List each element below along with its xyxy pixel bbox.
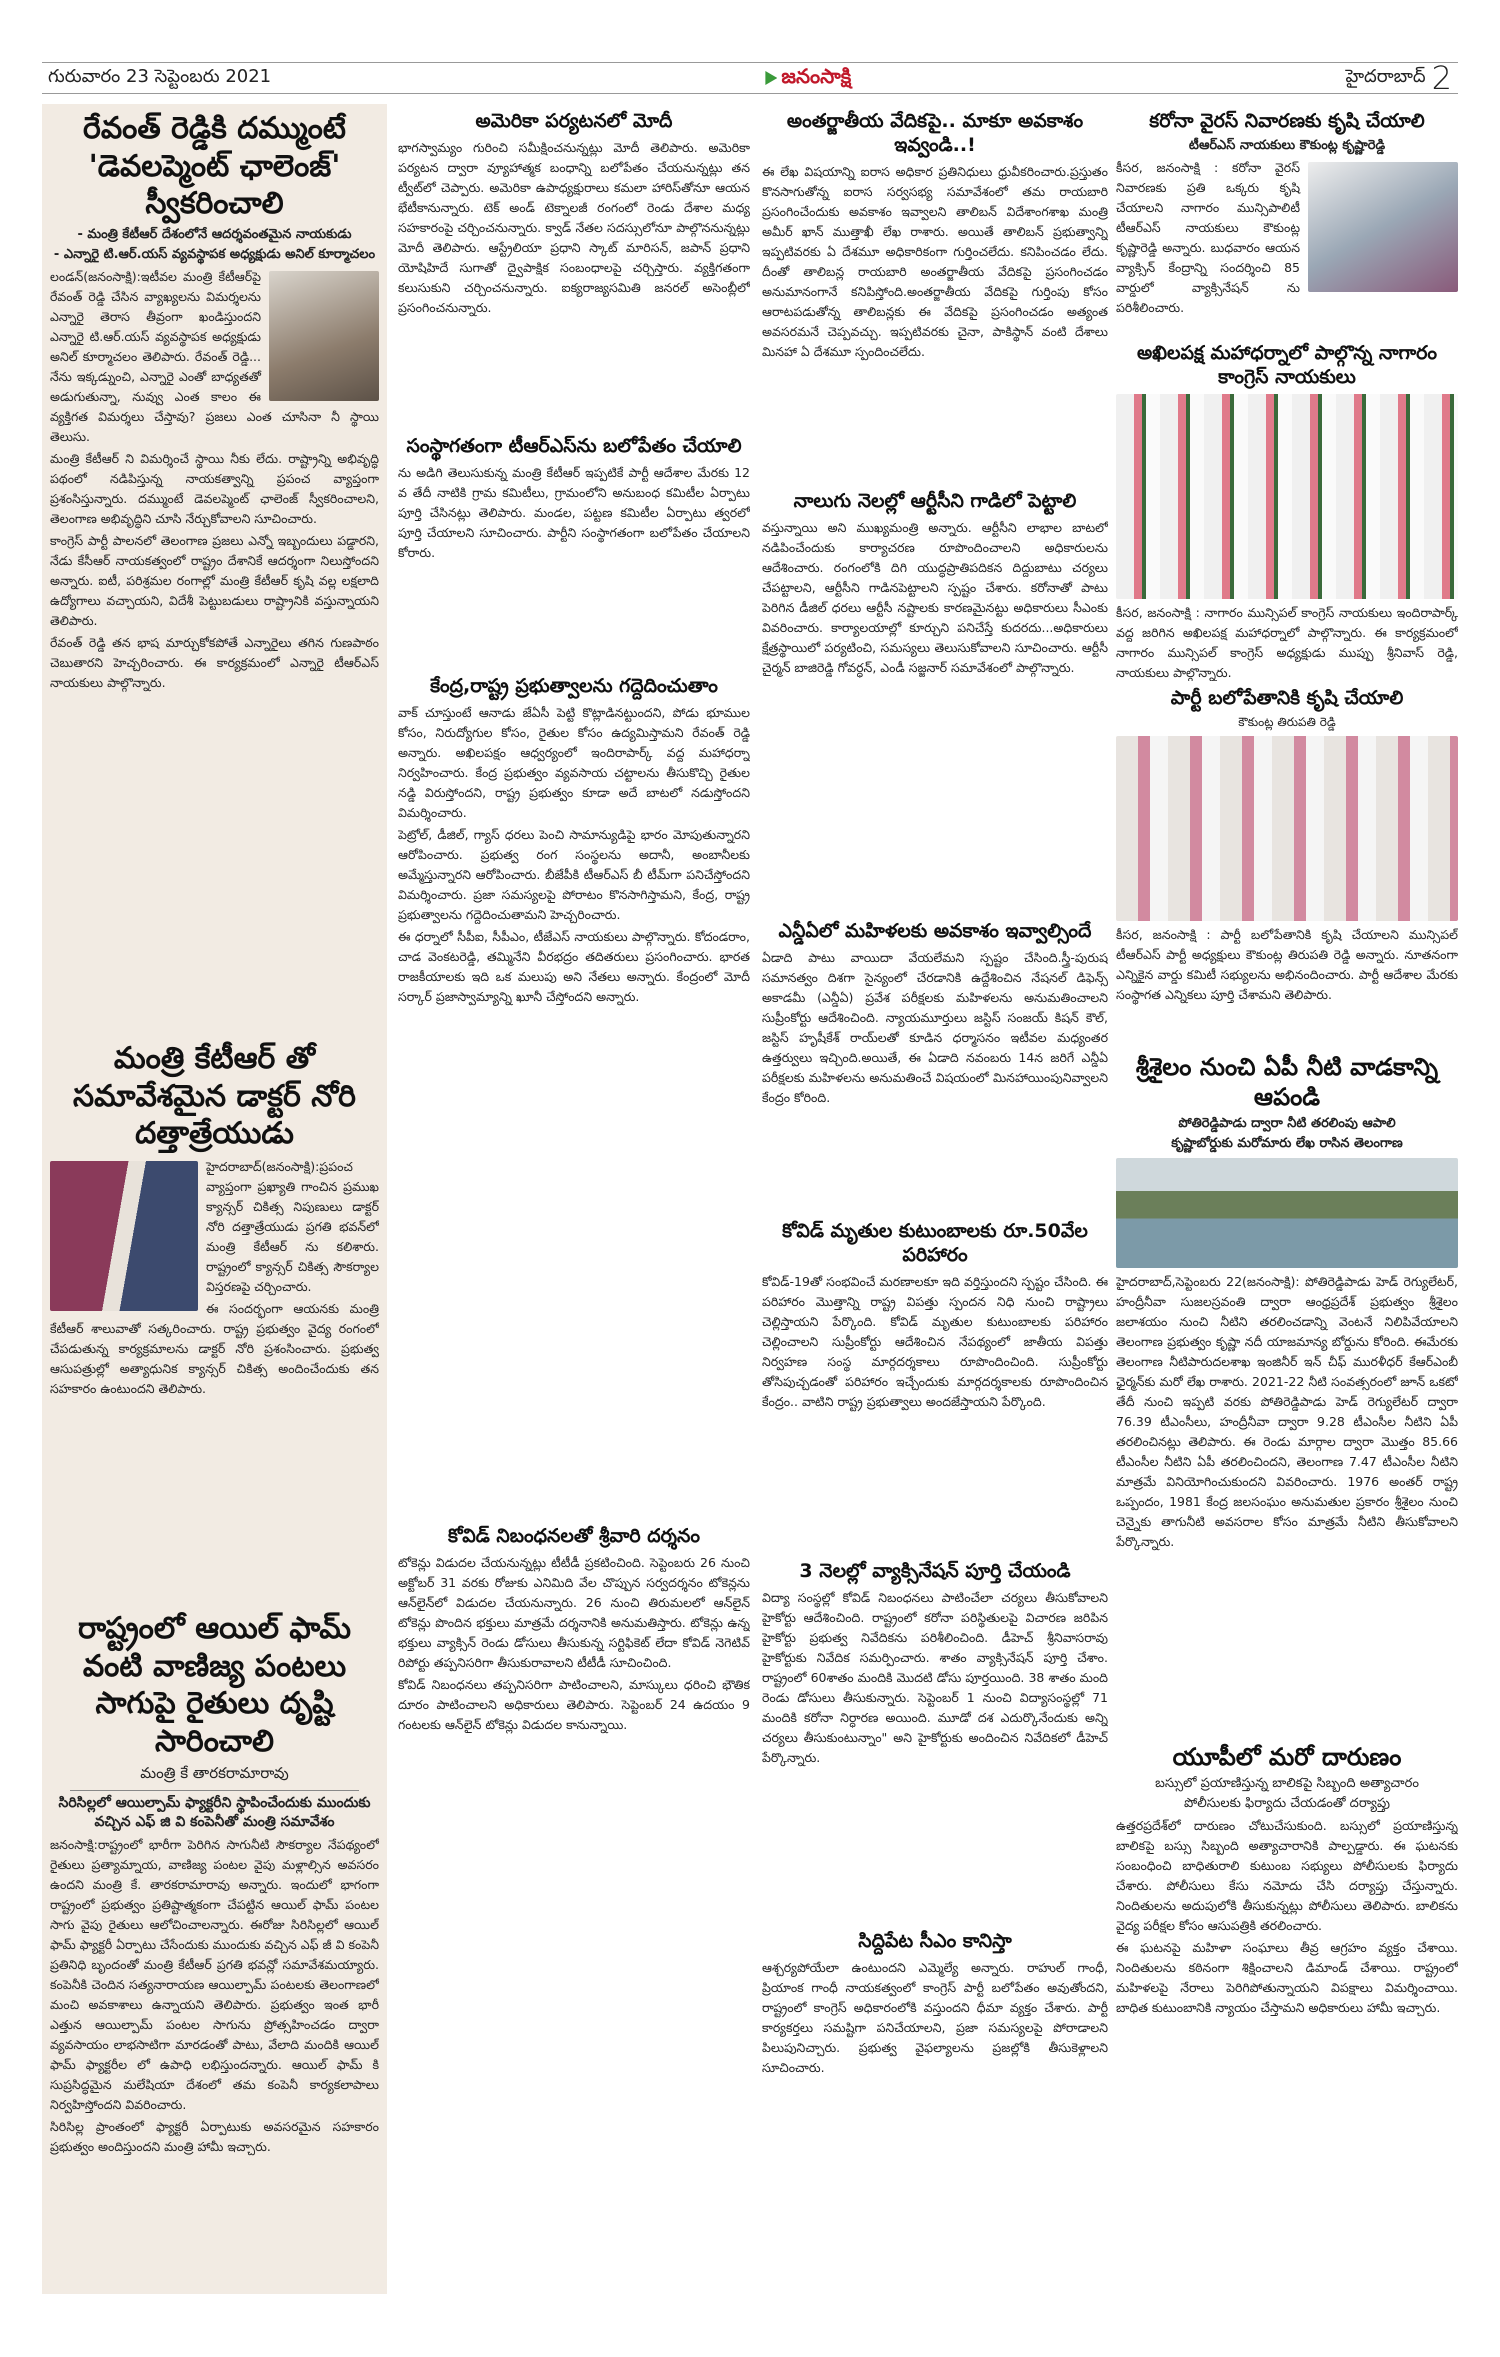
article-body — [762, 162, 1108, 362]
headline: సిద్దిపేట సీఎం కానిస్తా — [858, 1930, 1012, 1952]
headline: సంస్థాగతంగా టీఆర్ఎస్‌ను బలోపేతం చేయాలి — [406, 435, 742, 457]
article-body — [1116, 1272, 1458, 1552]
page-header — [42, 59, 1458, 97]
headline: అమెరికా పర్యటనలో మోదీ — [475, 110, 673, 132]
paragraph: కోవిడ్ నిబంధనలు తప్పనిసరిగా పాటించాలని, మాస్కులు ధరించి భౌతిక దూరం పాటించాలని అధికారులు తెలిపారు. సెప్టెంబర్ 24 ఉదయం 9 గంటలకు ఆన్‌లైన్ టోకెన్లు విడుదల కానున్నాయి. — [398, 1676, 750, 1732]
article-siddipet — [762, 1924, 1108, 2284]
subheadline: కృష్ణాబోర్డుకు మరోమారు లేఖ రాసిన తెలంగాణ — [1171, 1136, 1403, 1151]
vaccination-photo — [1308, 162, 1458, 292]
article-party-strength — [1116, 681, 1458, 1046]
headline: రేవంత్ రెడ్డికి దమ్ముంటే 'డెవలప్మెంట్ ఛాలెంజ్' స్వీకరించాలి — [83, 111, 346, 221]
article-body — [762, 1958, 1108, 2078]
subheadline: - ఎన్నారై టి.ఆర్.యస్ వ్యవస్థాపక అధ్యక్షుడు అనిల్ కూర్మాచలం — [53, 246, 376, 262]
article-body — [398, 1553, 750, 1735]
paragraph: ఈ సందర్భంగా ఆయనకు మంత్రి కేటీఆర్ శాలువాతో సత్కరించారు. రాష్ట్ర ప్రభుత్వం వైద్య రంగంలో చేపడుతున్న కార్యక్రమాలను డాక్టర్ నోరి ప్రశంసించారు. ప్రభుత్వ ఆసుపత్రుల్లో అత్యాధునిక క్యాన్సర్ చికిత్స అందించేందుకు తన సహకారం ఉంటుందని తెలిపారు. — [50, 1300, 379, 1396]
paragraph: ఈ ఘటనపై మహిళా సంఘాలు తీవ్ర ఆగ్రహం వ్యక్తం చేశాయి. నిందితులను కఠినంగా శిక్షించాలని డిమాండ్ చేశాయి. రాష్ట్రంలో మహిళలపై నేరాలు పెరిగిపోతున్నాయని విపక్షాలు విమర్శించాయి. బాధిత కుటుంబానికి న్యాయం చేస్తామని అధికారులు హామీ ఇచ్చారు. — [1116, 1940, 1458, 2015]
divider — [70, 1790, 359, 1791]
headline: పార్టీ బలోపేతానికి కృషి చేయాలి — [1170, 687, 1404, 709]
subheadline: టీఆర్ఎస్ నాయకులు కౌకుంట్ల కృష్ణారెడ్డి — [1188, 137, 1386, 153]
paragraph: కీసర, జనంసాక్షి : పార్టీ బలోపేతానికి కృషి చేయాలని మున్సిపల్ టీఆర్ఎస్ పార్టీ అధ్యక్షులు కౌకుంట్ల తిరుపతి రెడ్డి అన్నారు. నూతనంగా ఎన్నికైన వార్డు కమిటీ సభ్యులను అభినందించారు. పార్టీ ఆదేశాల మేరకు సంస్థాగత ఎన్నికలు పూర్తి చేశామని తెలిపారు. — [1116, 926, 1458, 1002]
headline: యూపీలో మరో దారుణం — [1172, 1743, 1402, 1771]
headline: కేంద్ర,రాష్ట్ర ప్రభుత్వాలను గద్దెదించుతాం — [430, 675, 718, 697]
paragraph: ను అడిగి తెలుసుకున్న మంత్రి కేటీఆర్ ఇప్పటికే పార్టీ ఆదేశాల మేరకు 12 వ తేదీ నాటికి గ్రామ కమిటీలు, గ్రామంలోని అనుబంధ కమిటీల ఏర్పాటు పూర్తి చేసినట్లు తెలిపారు. మండల, పట్టణ కమిటీల ఏర్పాటు త్వరలో పూర్తి చేయాలని సూచించారు. పార్టీని సంస్థాగతంగా బలోపేతం చేయాలని కోరారు. — [398, 464, 750, 560]
paragraph: రేవంత్ రెడ్డి తన భాష మార్చుకోకపోతే ఎన్నారైలు తగిన గుణపాఠం చెబుతారని హెచ్చరించారు. ఈ కార్యక్రమంలో ఎన్నారై టీఆర్ఎస్ నాయకులు పాల్గొన్నారు. — [50, 634, 379, 690]
article-rtc — [762, 484, 1108, 914]
paragraph: కీసర, జనంసాక్షి : నాగారం మున్సిపల్ కాంగ్రెస్ నాయకులు ఇందిరాపార్క్ వద్ద జరిగిన అఖిలపక్ష మహాధర్నాలో పాల్గొన్నారు. ఈ కార్యక్రమంలో నాగారం మున్సిపల్ కాంగ్రెస్ అధ్యక్షుడు ముప్పు శ్రీనివాస్ రెడ్డి, నాయకులు పాల్గొన్నారు. — [1116, 604, 1458, 680]
article-body — [398, 703, 750, 1007]
article-body — [1116, 925, 1458, 1005]
article-body — [1116, 1816, 1458, 2018]
logo-leaf-icon — [765, 71, 777, 85]
byline: కౌకుంట్ల తిరుపతి రెడ్డి — [1238, 714, 1336, 729]
paragraph: హైదరాబాద్(జనంసాక్షి):ప్రపంచ వ్యాప్తంగా ప్రఖ్యాతి గాంచిన ప్రముఖ క్యాన్సర్ చికిత్స నిపుణులు డాక్టర్ నోరి దత్తాత్రేయుడు ప్రగతి భవన్‌లో మంత్రి కేటీఆర్ ను కలిశారు. రాష్ట్రంలో క్యాన్సర్ చికిత్స సౌకర్యాల విస్తరణపై చర్చించారు. — [206, 1158, 379, 1294]
paragraph: లండన్(జనంసాక్షి):ఇటీవల మంత్రి కేటీఆర్‌పై రేవంత్ రెడ్డి చేసిన వ్యాఖ్యలను విమర్శలను ఎన్నారై తెరాస తీవ్రంగా ఖండిస్తుందని ఎన్నారై టి.ఆర్.యస్ వ్యవస్థాపక అధ్యక్షుడు అనిల్ కూర్మాచలం తెలిపారు. రేవంత్ రెడ్డి... నేను ఇక్కడ్నుంచి, ఎన్నారై ఎంతో బాధ్యతతో అడుగుతున్నా, నువ్వు ఎంత కాలం ఈ వ్యక్తిగత విమర్శలు చేస్తావు? ప్రజలు ఎంత చూసినా నీ స్థాయి తెలుసు. — [50, 268, 379, 444]
subheadline: - మంత్రి కేటీఆర్ దేశంలోనే ఆదర్శవంతమైన నాయకుడు — [77, 226, 352, 242]
article-corona-prevention — [1116, 104, 1458, 336]
article-vaccination — [762, 1554, 1108, 1924]
headline: 3 నెలల్లో వ్యాక్సినేషన్ పూర్తి చేయండి — [799, 1560, 1071, 1582]
column-3 — [762, 104, 1108, 2284]
article-body — [1116, 603, 1458, 682]
article-congress-dharna — [1116, 336, 1458, 681]
headline: కోవిడ్ మృతుల కుటుంబాలకు రూ.50వేల పరిహారం — [782, 1220, 1088, 1266]
paragraph: కాంగ్రెస్ పార్టీ పాలనలో తెలంగాణ ప్రజలు ఎన్నో ఇబ్బందులు పడ్డారని, నేడు కేసీఆర్ నాయకత్వంలో రాష్ట్రం దేశానికే ఆదర్శంగా నిలుస్తోందని అన్నారు. ఐటీ, పరిశ్రమల రంగాల్లో మంత్రి కేటీఆర్ కృషి వల్ల లక్షలాది ఉద్యోగాలు వచ్చాయని, విదేశీ పెట్టుబడులు రాష్ట్రానికి వస్తున్నాయని తెలిపారు. — [50, 532, 379, 628]
article-ktr-nori — [50, 1034, 379, 1604]
subheadline: పోతిరెడ్డిపాడు ద్వారా నీటి తరలింపు ఆపాలి — [1178, 1116, 1396, 1131]
byline: మంత్రి కే తారకరామారావు — [140, 1764, 289, 1782]
article-taliban-un — [762, 104, 1108, 484]
article-up-crime — [1116, 1736, 1458, 2291]
edition-city: హైదరాబాద్ — [1345, 65, 1426, 87]
page-number: 2 — [1431, 59, 1452, 97]
headline: శ్రీశైలం నుంచి ఏపీ నీటి వాడకాన్ని ఆపండి — [1135, 1053, 1439, 1111]
paragraph: ఏడాది పాటు వాయిదా వేయలేమని స్పష్టం చేసింది.స్త్రీ-పురుష సమానత్వం దిశగా సైన్యంలో చేరడానికి ఉద్దేశించిన నేషనల్ డిఫెన్స్ అకాడమీ (ఎన్డీఏ) ప్రవేశ పరీక్షలకు మహిళలను అనుమతించాలని సుప్రీంకోర్టు ఆదేశించింది. న్యాయమూర్తులు జస్టిస్ సంజయ్ కిషన్ కౌల్, జస్టిస్ హృషీకేశ్ రాయ్‌లతో కూడిన ధర్మాసనం ఇటీవల మధ్యంతర ఉత్తర్వులు ఇచ్చింది.అయితే, ఈ ఏడాది నవంబరు 14న జరిగే ఎన్డీఏ పరీక్షలకు మహిళలను అనుమతించే విషయంలో మినహాయింపునివ్వాలని కేంద్రం కోరింది. — [762, 949, 1108, 1105]
article-body — [762, 1272, 1108, 1412]
headline: అంతర్జాతీయ వేదికపై.. మాకూ అవకాశం ఇవ్వండి..! — [786, 110, 1084, 156]
article-body — [762, 518, 1108, 678]
article-body — [50, 1835, 379, 2157]
column-4 — [1116, 104, 1458, 2291]
subheadline: బస్సులో ప్రయాణిస్తున్న బాలికపై సిబ్బంది అత్యాచారం — [1155, 1776, 1419, 1791]
subheadline: సిరిసిల్లలో ఆయిల్పామ్ ఫ్యాక్టరీని స్థాపించేందుకు ముందుకు వచ్చిన ఎఫ్ జి వి కంపెనీతో మంత్రి సమావేశం — [58, 1795, 371, 1830]
group-photo — [1116, 736, 1458, 921]
article-srisailam-water — [1116, 1046, 1458, 1736]
article-covid-compensation — [762, 1214, 1108, 1554]
article-body — [398, 138, 750, 318]
headline: రాష్ట్రంలో ఆయిల్ ఫామ్ వంటి వాణిజ్య పంటలు సాగుపై రైతులు దృష్టి సారించాలి — [77, 1611, 352, 1759]
meeting-photo — [50, 1161, 198, 1311]
paragraph: వాక్ చూస్తుంటే ఆనాడు జేఏసీ పెట్టి కొట్లాడినట్టుందని, పోడు భూముల కోసం, నిరుద్యోగుల కోసం, రైతుల కోసం ఉద్యమిస్తామని రేవంత్ రెడ్డి అన్నారు. అఖిలపక్షం ఆధ్వర్యంలో ఇందిరాపార్క్ వద్ద మహాధర్నా నిర్వహించారు. కేంద్ర ప్రభుత్వం వ్యవసాయ చట్టాలను తీసుకొచ్చి రైతుల నడ్డి విరుస్తోందని, రాష్ట్ర ప్రభుత్వం కూడా అదే బాటలో నడుస్తోందని విమర్శించారు. — [398, 704, 750, 820]
headline: నాలుగు నెలల్లో ఆర్టీసీని గాడిలో పెట్టాలి — [793, 490, 1077, 512]
article-nda-women — [762, 914, 1108, 1214]
article-revanth-challenge — [50, 104, 379, 1034]
paragraph: వస్తున్నాయి అని ముఖ్యమంత్రి అన్నారు. ఆర్టీసీని లాభాల బాటలో నడిపించేందుకు కార్యాచరణ రూపొందించాలని అధికారులను ఆదేశించారు. రంగంలోకి దిగి యుద్ధప్రాతిపదికన దిద్దుబాటు చర్యలు చేపట్టాలని, ఆర్టీసీని గాడినపెట్టాలని స్పష్టం చేశారు. కరోనాతో పాటు పెరిగిన డీజిల్ ధరలు ఆర్టీసీ నష్టాలకు కారణమైనట్టు అధికారులు సీఎంకు వివరించారు. కార్యాలయాల్లో కూర్చుని పనిచేస్తే కుదరదు...అధికారులు క్షేత్రస్థాయిలో పర్యటించి, సమస్యలు తెలుసుకోవాలని సూచించారు. ఆర్టీసీ చైర్మన్ బాజిరెడ్డి గోవర్ధన్, ఎండీ సజ్జనార్ సమావేశంలో పాల్గొన్నారు. — [762, 519, 1108, 675]
article-trs-strengthen — [398, 429, 750, 669]
subheadline: పోలీసులకు ఫిర్యాదు చేయడంతో దర్యాప్తు — [1184, 1796, 1390, 1811]
headline: కోవిడ్ నిబంధనలతో శ్రీవారి దర్శనం — [448, 1525, 700, 1547]
paragraph: విద్యా సంస్థల్లో కోవిడ్ నిబంధనలు పాటించేలా చర్యలు తీసుకోవాలని హైకోర్టు ఆదేశించింది. రాష్ట్రంలో కరోనా పరిస్థితులపై విచారణ జరిపిన హైకోర్టు ప్రభుత్వ నివేదికను పరిశీలించింది. డీహెచ్ శ్రీనివాసరావు హైకోర్టుకు నివేదిక సమర్పించారు. శాతం వ్యాక్సినేషన్ పూర్తి చేశాం. రాష్ట్రంలో 60శాతం మందికి మొదటి డోసు పూర్తయింది. 38 శాతం మంది రెండు డోసులు తీసుకున్నారు. సెప్టెంబర్ 1 నుంచి విద్యాసంస్థల్లో 71 మందికి కరోనా నిర్ధారణ అయింది. మూడో దశ ఎదుర్కొనేందుకు అన్ని చర్యలు తీసుకుంటున్నాం" అని హైకోర్టుకు అందించిన నివేదికలో డీహెచ్ పేర్కొన్నారు. — [762, 1589, 1108, 1765]
paragraph: టోకెన్లు విడుదల చేయనున్నట్లు టీటీడీ ప్రకటించింది. సెప్టెంబరు 26 నుంచి అక్టోబర్ 31 వరకు రోజుకు ఎనిమిది వేల చొప్పున సర్వదర్శనం టోకెన్లను ఆన్‌లైన్‌లో విడుదల చేయనున్నారు. 26 నుంచి తిరుమలలో ఆన్‌లైన్ టోకెన్లు పొందిన భక్తులు మాత్రమే దర్శనానికి అనుమతిస్తారు. టోకెన్లు ఉన్న భక్తులు వ్యాక్సిన్ రెండు డోసులు తీసుకున్న సర్టిఫికెట్ లేదా కోవిడ్ నెగెటివ్ రిపోర్టు తప్పనిసరిగా తీసుకురావాలని టీటీడీ సూచించింది. — [398, 1554, 750, 1670]
paragraph: కోవిడ్-19తో సంభవించే మరణాలకూ ఇది వర్తిస్తుందని స్పష్టం చేసింది. ఈ పరిహారం మొత్తాన్ని రాష్ట్ర విపత్తు స్పందన నిధి నుంచి రాష్ట్రాలు చెల్లిస్తాయని పేర్కొంది. కోవిడ్ మృతుల కుటుంబాలకు పరిహారం చెల్లించాలని సుప్రీంకోర్టు ఆదేశించిన నేపథ్యంలో జాతీయ విపత్తు నిర్వహణ సంస్థ మార్గదర్శకాలు రూపొందించింది. సుప్రీంకోర్టు తోసిపుచ్చడంతో పరిహారం ఇచ్చేందుకు మార్గదర్శకాలకు రూపొందించిన కేంద్రం.. వాటిని రాష్ట్ర ప్రభుత్వాలు అందజేస్తాయని పేర్కొంది. — [762, 1273, 1108, 1409]
headline: కరోనా వైరస్ నివారణకు కృషి చేయాలి — [1149, 110, 1425, 132]
article-tirumala-darshan — [398, 1519, 750, 2289]
article-modi-us — [398, 104, 750, 429]
headline: ఎన్డీఏలో మహిళలకు అవకాశం ఇవ్వాల్సిందే — [778, 920, 1092, 942]
paragraph: కీసర, జనంసాక్షి : కరోనా వైరస్ నివారణకు ప్రతి ఒక్కరు కృషి చేయాలని నాగారం మున్సిపాలిటీ టీఆర్ఎస్ నాయకులు కౌకుంట్ల కృష్ణారెడ్డి అన్నారు. బుధవారం ఆయన వ్యాక్సిన్ కేంద్రాన్ని సందర్శించి 85 వార్డులో వ్యాక్సినేషన్ ను పరిశీలించారు. — [1116, 159, 1300, 315]
column-2 — [398, 104, 750, 2289]
paragraph: పెట్రోల్, డీజిల్, గ్యాస్ ధరలు పెంచి సామాన్యుడిపై భారం మోపుతున్నారని ఆరోపించారు. ప్రభుత్వ రంగ సంస్థలను అదానీ, అంబానీలకు అమ్మేస్తున్నారని ఆరోపించారు. బీజేపీకి టీఆర్ఎస్ బీ టీమ్‌గా పనిచేస్తోందని విమర్శించారు. ప్రజా సమస్యలపై పోరాటం కొనసాగిస్తామని, కేంద్ర, రాష్ట్ర ప్రభుత్వాలను గద్దెదించుతామని హెచ్చరించారు. — [398, 826, 750, 922]
paragraph: ఈ లేఖ విషయాన్ని ఐరాస అధికార ప్రతినిధులు ధ్రువీకరించారు.ప్రస్తుతం కొనసాగుతోన్న ఐరాస సర్వసభ్య సమావేశంలో తమ రాయబారి ప్రసంగించేందుకు అవకాశం ఇవ్వాలని తాలిబన్ విదేశాంగశాఖ మంత్రి అమీర్ ఖాన్ ముత్తాఖీ లేఖ రాశారు. అయితే తాలిబన్ ప్రభుత్వాన్ని ఇప్పటివరకు ఏ దేశమూ అధికారికంగా గుర్తించలేదు. కనిపించడం లేదు. దీంతో తాలిబన్ల రాయబారి అంతర్జాతీయ వేదికపై ప్రసంగించడం అనుమానంగానే కనిపిస్తోంది.అంతర్జాతీయ వేదికపై గుర్తింపు కోసం ఆరాటపడుతోన్న తాలిబన్లకు ఈ వేదికపై ప్రసంగించడం అత్యంత అవసరమనే చెప్పవచ్చు. ఇప్పటివరకు చైనా, పాకిస్థాన్ వంటి దేశాలు మినహా ఏ దేశమూ స్పందించలేదు. — [762, 163, 1108, 359]
paragraph: సిరిసిల్ల ప్రాంతంలో ఫ్యాక్టరీ ఏర్పాటుకు అవసరమైన సహకారం ప్రభుత్వం అందిస్తుందని మంత్రి హామీ ఇచ్చారు. — [50, 2119, 379, 2154]
article-body — [762, 1588, 1108, 1768]
article-dethrone-govts — [398, 669, 750, 1519]
article-oil-palm — [50, 1604, 379, 2294]
article-body — [762, 948, 1108, 1108]
article-body — [398, 463, 750, 563]
column-1 — [42, 104, 387, 2294]
headline: అఖిలపక్ష మహాధర్నాలో పాల్గొన్న నాగారం కాంగ్రెస్ నాయకులు — [1136, 342, 1438, 388]
paragraph: ఉత్తరప్రదేశ్‌లో దారుణం చోటుచేసుకుంది. బస్సులో ప్రయాణిస్తున్న బాలికపై బస్సు సిబ్బంది అత్యాచారానికి పాల్పడ్డారు. ఈ ఘటనకు సంబంధించి బాధితురాలి కుటుంబ సభ్యులు పోలీసులకు ఫిర్యాదు చేశారు. పోలీసులు కేసు నమోదు చేసి దర్యాప్తు చేస్తున్నారు. నిందితులను అదుపులోకి తీసుకున్నట్లు పోలీసులు తెలిపారు. బాలికను వైద్య పరీక్షల కోసం ఆసుపత్రికి తరలించారు. — [1116, 1818, 1458, 1933]
masthead-logo — [765, 64, 851, 93]
portrait-photo — [269, 271, 379, 401]
paragraph: జనంసాక్షి:రాష్ట్రంలో భారీగా పెరిగిన సాగునీటి సౌకర్యాల నేపథ్యంలో రైతులు ప్రత్యామ్నాయ, వాణిజ్య పంటల వైపు మళ్లాల్సిన అవసరం ఉందని మంత్రి కే. తారకరామారావు అన్నారు. ఇందులో భాగంగా రాష్ట్రంలో ప్రభుత్వం ప్రతిష్టాత్మకంగా చేపట్టిన ఆయిల్ ఫామ్ పంటల సాగు వైపు రైతులు ఆలోచించాలన్నారు. ఈరోజు సిరిసిల్లలో ఆయిల్ ఫామ్ ఫ్యాక్టరీ ఏర్పాటు చేసేందుకు ముందుకు వచ్చిన ఎఫ్ జీ వి కంపెనీ ప్రతినిధి బృందంతో మంత్రి కేటీఆర్ ప్రగతి భవన్లో సమావేశమయ్యారు. కంపెనీకి చెందిన సత్యనారాయణ ఆయిల్పామ్ పంటలకు తెలంగాణలో మంచి అవకాశాలు ఉన్నాయని తెలిపారు. ప్రభుత్వం ఇంత భారీ ఎత్తున ఆయిల్పామ్ పంటల సాగును ప్రోత్సహించడం ద్వారా వ్యవసాయం లాభసాటిగా మారడంతో పాటు, వేలాది మందికి ఆయిల్ ఫామ్ ఫ్యాక్టరీల లో ఉపాధి లభిస్తుందన్నారు. ఆయిల్ ఫామ్ కి సుప్రసిద్ధమైన మలేషియా దేశంలో తమ కంపెనీ కార్యకలాపాలు నిర్వహిస్తోందని వివరించారు. — [50, 1837, 379, 2112]
paragraph: మంత్రి కేటీఆర్ ని విమర్శించే స్థాయి నీకు లేదు. రాష్ట్రాన్ని అభివృద్ధి పథంలో నడిపిస్తున్న నాయకత్వాన్ని ప్రపంచ వ్యాప్తంగా ప్రశంసిస్తున్నారు. దమ్ముంటే డెవలప్మెంట్ ఛాలెంజ్ స్వీకరించాలని, తెలంగాణ అభివృద్ధిని చూసి నేర్చుకోవాలని సూచించారు. — [50, 450, 379, 526]
paragraph: ఆశ్చర్యపోయేలా ఉంటుందని ఎమ్మెల్యే అన్నారు. రాహుల్ గాంధీ, ప్రియాంక గాంధీ నాయకత్వంలో కాంగ్రెస్ పార్టీ బలోపేతం అవుతోందని, రాష్ట్రంలో కాంగ్రెస్ అధికారంలోకి వస్తుందని ధీమా వ్యక్తం చేశారు. పార్టీ కార్యకర్తలు సమష్టిగా పనిచేయాలని, ప్రజా సమస్యలపై పోరాడాలని పిలుపునిచ్చారు. ప్రభుత్వ వైఫల్యాలను ప్రజల్లోకి తీసుకెళ్లాలని సూచించారు. — [762, 1959, 1108, 2075]
issue-date: గురువారం 23 సెప్టెంబరు 2021 — [48, 65, 272, 87]
paragraph: భాగస్వామ్యం గురించి సమీక్షించనున్నట్లు మోదీ తెలిపారు. అమెరికా పర్యటన ద్వారా వ్యూహాత్మక బంధాన్ని బలోపేతం చేయనున్నట్లు తన ట్వీట్‌లో చెప్పారు. అమెరికా ఉపాధ్యక్షురాలు కమలా హారిస్‌తోనూ ఆయన భేటీకానున్నారు. టెక్ అండ్ టెక్నాలజీ రంగంలో రెండు దేశాల మధ్య సహకారంపై చర్చించనున్నారు. క్వాడ్ నేతల సదస్సులోనూ పాల్గొననున్నట్లు మోదీ తెలిపారు. ఆస్ట్రేలియా ప్రధాని స్కాట్ మారిసన్, జపాన్ ప్రధాని యోషిహిదే సుగాతో ద్వైపాక్షిక సంబంధాలపై చర్చిస్తారు. వ్యక్తిగతంగా కలుసుకుని చర్చించనున్నారు. ఐక్యరాజ్యసమితి జనరల్ అసెంబ్లీలో ప్రసంగించనున్నారు. — [398, 139, 750, 315]
paragraph: ఈ ధర్నాలో సీపీఐ, సీపీఎం, టీజేఎస్ నాయకులు పాల్గొన్నారు. కోదండరాం, చాడ వెంకటరెడ్డి, తమ్మినేని వీరభద్రం తదితరులు ప్రసంగించారు. భారత రాజకీయాలకు ఇది ఒక మలుపు అని నేతలు అన్నారు. కేంద్రంలో మోదీ సర్కార్ ప్రజాస్వామ్యాన్ని ఖూనీ చేస్తోందని అన్నారు. — [398, 928, 750, 1004]
headline: మంత్రి కేటీఆర్ తో సమావేశమైన డాక్టర్ నోరి దత్తాత్రేయుడు — [73, 1041, 356, 1151]
reservoir-photo — [1116, 1158, 1458, 1268]
dharna-photo — [1116, 394, 1458, 599]
edition — [1345, 59, 1452, 97]
paragraph: హైదరాబాద్,సెప్టెంబరు 22(జనంసాక్షి): పోతిరెడ్డిపాడు హెడ్ రెగ్యులేటర్, హంద్రీనీవా సుజలస్రవంతి ద్వారా ఆంధ్రప్రదేశ్ ప్రభుత్వం శ్రీశైలం జలాశయం నుంచి నీటిని తరలించడాన్ని వెంటనే నిలిపివేయాలని తెలంగాణ ప్రభుత్వం కృష్ణా నదీ యాజమాన్య బోర్డును కోరింది. ఈమేరకు తెలంగాణ నీటిపారుదలశాఖ ఇంజినీర్ ఇన్ చీఫ్ మురళీధర్ కేఆర్ఎంబీ ఛైర్మన్‌కు మరో లేఖ రాశారు. 2021-22 నీటి సంవత్సరంలో జూన్ ఒకటో తేదీ నుంచి ఇప్పటి వరకు పోతిరెడ్డిపాడు హెడ్ రెగ్యులేటర్ ద్వారా 76.39 టీఎంసీలు, హంద్రీనీవా ద్వారా 9.28 టీఎంసీల నీటిని ఏపీ తరలించినట్లు తెలిపారు. ఈ రెండు మార్గాల ద్వారా మొత్తం 85.66 టీఎంసీల నీటిని ఏపీ తరలించిందని, తెలంగాణ 7.47 టీఎంసీల నీటిని మాత్రమే వినియోగించుకుందని వివరించారు. 1976 అంతర్ రాష్ట్ర ఒప్పందం, 1981 కేంద్ర జలసంఘం అనుమతుల ప్రకారం శ్రీశైలం నుంచి చెన్నైకు తాగునీటి అవసరాల కోసం మాత్రమే నీటిని తీసుకోవాలని పేర్కొన్నారు. — [1116, 1274, 1458, 1549]
logo-text: జనంసాక్షి — [781, 63, 852, 88]
